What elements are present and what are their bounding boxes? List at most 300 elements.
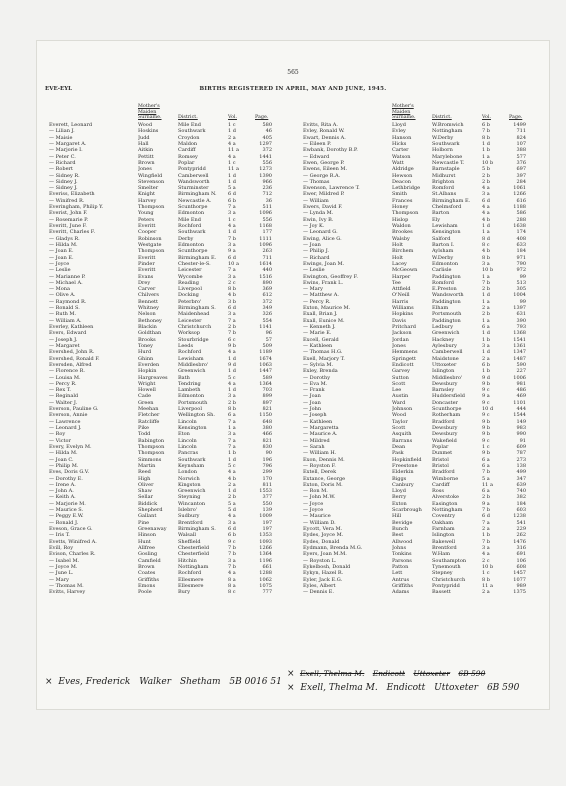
entry-maiden-surname: Freestone bbox=[392, 462, 418, 469]
entry-district: Dewsbury bbox=[432, 380, 458, 387]
entry-maiden-surname: Pritchard bbox=[392, 324, 416, 330]
entry-district: Barnstaple bbox=[432, 166, 460, 173]
entry-maiden-surname: Griffiths bbox=[138, 576, 159, 583]
entry-district: Scunthorpe bbox=[178, 248, 208, 255]
entry-page: 46 bbox=[265, 128, 272, 135]
entry-name: — Mona bbox=[49, 286, 70, 293]
entry-volume: 9 a bbox=[482, 500, 490, 507]
entry-volume: 2 a bbox=[482, 355, 490, 362]
entry-district: Brentford bbox=[432, 544, 457, 551]
entry-page: 273 bbox=[516, 456, 526, 463]
entry-page: 349 bbox=[262, 305, 272, 312]
entry-district: Barnsley bbox=[432, 387, 455, 394]
handwritten-addition-right bbox=[287, 683, 525, 693]
entry-district: Wimborne bbox=[432, 475, 459, 482]
entry-maiden-surname: Scott bbox=[392, 425, 406, 431]
entry-district: Aylsham bbox=[432, 248, 454, 255]
entry-name: — Irene A. bbox=[49, 481, 76, 488]
entry-page: 1297 bbox=[259, 140, 272, 147]
entry-page: 511 bbox=[262, 204, 272, 211]
entry-page: 990 bbox=[516, 431, 526, 438]
entry-volume: 2 a bbox=[228, 481, 236, 488]
entry-volume: 2 b bbox=[228, 494, 236, 501]
entry-volume: 9 d bbox=[228, 361, 236, 368]
entry-volume: 8 d bbox=[482, 235, 490, 242]
entry-district: Wincanton bbox=[178, 500, 206, 507]
entry-maiden-surname: Smelter bbox=[138, 185, 159, 192]
entry-page: 1075 bbox=[259, 582, 272, 589]
entry-maiden-surname: Stevenson bbox=[138, 178, 165, 185]
entry-district: Peterbro' bbox=[178, 298, 202, 305]
entry-page: 1487 bbox=[513, 355, 526, 362]
header-district: District. bbox=[432, 114, 452, 120]
entry-page: 703 bbox=[262, 387, 272, 394]
entry-name: — Royston L. bbox=[303, 557, 337, 564]
entry-page: 899 bbox=[262, 393, 272, 400]
entry-district: Holborn bbox=[432, 147, 453, 154]
entry-district: Docking bbox=[178, 292, 199, 299]
entry-volume: 7 b bbox=[228, 563, 236, 570]
entry-volume: 4 a bbox=[482, 210, 490, 217]
entry-district: Liverpool bbox=[178, 406, 202, 413]
entry-page: 369 bbox=[262, 286, 272, 293]
entry-page: 138 bbox=[516, 462, 526, 469]
entry-page: 1189 bbox=[259, 349, 272, 356]
entry-maiden-surname: Jones bbox=[138, 166, 152, 173]
entry-name: — Raymond R. bbox=[49, 298, 87, 305]
entry-name: Extell, Derek bbox=[303, 469, 337, 476]
entry-district: Walsall bbox=[178, 532, 197, 539]
entry-page: 1101 bbox=[513, 399, 526, 406]
entry-maiden-surname: Griffiths bbox=[392, 582, 413, 589]
entry-page: 284 bbox=[516, 178, 526, 185]
entry-maiden-surname: Pettitt bbox=[138, 153, 154, 160]
entry-maiden-surname: Tonkins bbox=[392, 551, 412, 558]
entry-volume: 7 b bbox=[482, 507, 490, 514]
entry-maiden-surname: Goldthan bbox=[138, 330, 162, 337]
entry-name: — Sidney J. bbox=[49, 185, 78, 192]
entry-page: 796 bbox=[262, 462, 272, 469]
entry-district: Eton bbox=[178, 431, 190, 438]
entry-page: 227 bbox=[516, 368, 526, 375]
entry-name: — Margaret A. bbox=[49, 140, 87, 147]
entry-name: Eydes, Joyce M. bbox=[303, 532, 344, 539]
entry-volume: 7 b bbox=[228, 330, 236, 337]
entry-volume: 2 b bbox=[482, 311, 490, 318]
entry-page: 631 bbox=[516, 311, 526, 318]
entry-page: 1541 bbox=[513, 336, 526, 343]
entry-page: 1238 bbox=[513, 513, 526, 520]
entry-volume: 9 b bbox=[482, 425, 490, 431]
entry-page: 174 bbox=[516, 229, 526, 236]
entry-district: Ely bbox=[432, 216, 441, 223]
entry-name: — Hilda M. bbox=[49, 241, 78, 248]
entry-volume: 7 b bbox=[228, 551, 236, 558]
entry-district: Maidenhead bbox=[178, 311, 210, 318]
entry-name: Ewart, Dennis A. bbox=[303, 134, 346, 141]
hand-ref: 5B 0016 51 bbox=[229, 677, 282, 687]
entry-page: 1441 bbox=[259, 153, 272, 160]
entry-district: Dewsbury bbox=[432, 425, 458, 431]
entry-maiden-surname: Lee bbox=[392, 387, 402, 394]
entry-page: 633 bbox=[516, 241, 526, 248]
header-district: District. bbox=[178, 114, 198, 120]
entry-name: — Joan bbox=[303, 241, 321, 248]
entry-volume: 8 b bbox=[482, 576, 490, 583]
entry-district: Lincoln bbox=[178, 443, 197, 450]
entry-name: — John M.W. bbox=[303, 494, 336, 501]
entry-volume: 1 a bbox=[482, 273, 490, 280]
entry-name: Evitts, Harvey bbox=[49, 589, 86, 596]
entry-volume: 3 a bbox=[482, 260, 490, 267]
entry-maiden-surname: Robinson bbox=[138, 235, 162, 242]
header-page: Page. bbox=[509, 114, 523, 120]
entry-volume: 5 c bbox=[228, 374, 236, 381]
entry-district: Portsmouth bbox=[178, 399, 208, 406]
entry-page: 1614 bbox=[259, 260, 272, 267]
entry-volume: 9 b bbox=[482, 450, 490, 457]
entry-district: Romsey bbox=[178, 153, 198, 160]
entry-page: 372 bbox=[262, 298, 272, 305]
entry-volume: 8 b bbox=[482, 254, 490, 261]
entry-district: Cardiff bbox=[178, 147, 196, 154]
entry-volume: 6 b bbox=[228, 197, 236, 204]
entry-page: 787 bbox=[516, 450, 526, 457]
entry-page: 513 bbox=[516, 279, 526, 286]
entry-page: 1364 bbox=[259, 380, 272, 387]
entry-district: Lewisham bbox=[178, 355, 204, 362]
handwritten-struck-entry bbox=[287, 669, 491, 679]
entry-page: 697 bbox=[516, 166, 526, 173]
entry-page: 405 bbox=[262, 134, 272, 141]
entry-volume: 7 a bbox=[482, 519, 490, 526]
entry-maiden-surname: Green bbox=[138, 399, 154, 406]
entry-volume: 5 d bbox=[228, 507, 236, 514]
entry-name: — Joan bbox=[303, 393, 321, 400]
entry-maiden-surname: Bennett bbox=[138, 298, 159, 305]
entry-district: Oakham bbox=[432, 519, 454, 526]
entry-volume: 3 a bbox=[228, 557, 236, 564]
entry-name: — Leslie bbox=[303, 267, 325, 274]
entry-district: Edmonton bbox=[178, 210, 205, 217]
entry-volume: 1 d bbox=[228, 128, 236, 135]
entry-district: Pancras bbox=[178, 450, 199, 457]
entry-district: Birmingham E. bbox=[432, 197, 471, 204]
entry-volume: 6 a bbox=[482, 488, 490, 495]
entry-page: 1368 bbox=[513, 330, 526, 337]
entry-district: W.Ham bbox=[432, 551, 450, 558]
entry-page: 1096 bbox=[259, 241, 272, 248]
entry-district: Steyning bbox=[178, 494, 201, 501]
entry-district: Marylebone bbox=[432, 153, 463, 160]
entry-page: 99 bbox=[519, 298, 526, 305]
entry-district: Poplar bbox=[432, 443, 449, 450]
entry-district: Birmingham S. bbox=[178, 526, 216, 532]
entry-volume: 6 d bbox=[228, 254, 236, 261]
entry-volume: 3 a bbox=[228, 519, 236, 526]
entry-maiden-surname: Bunch bbox=[392, 526, 409, 532]
entry-page: 36 bbox=[265, 197, 272, 204]
entry-volume: 3 a bbox=[482, 191, 490, 198]
entry-district: Christchurch bbox=[432, 576, 466, 583]
entry-volume: 5 b bbox=[482, 166, 490, 173]
entry-district: Islebro' bbox=[178, 507, 198, 514]
entry-district: Camberwell bbox=[178, 172, 209, 179]
entry-name: Everiss, Elizabeth bbox=[49, 191, 95, 198]
entry-name: — Maurice A. bbox=[303, 431, 338, 438]
entry-page: 388 bbox=[516, 147, 526, 154]
entry-volume: 1 d bbox=[482, 349, 490, 356]
entry-name: Extance, George bbox=[303, 475, 346, 482]
entry-maiden-surname: Berry bbox=[392, 494, 407, 501]
entry-maiden-surname: Camfield bbox=[138, 557, 161, 564]
entry-volume: 3 a bbox=[228, 393, 236, 400]
entry-name: — Michael A. bbox=[49, 279, 83, 286]
entry-district: Ross bbox=[432, 488, 444, 495]
entry-volume: 7 a bbox=[228, 204, 236, 211]
entry-name: — Joan bbox=[303, 399, 321, 406]
entry-volume: 1 a bbox=[228, 425, 236, 431]
entry-volume: 1 d bbox=[482, 292, 490, 299]
entry-page: 1061 bbox=[513, 185, 526, 192]
entry-page: 197 bbox=[262, 526, 272, 532]
entry-name: Exton, Doris M. bbox=[303, 481, 343, 488]
entry-page: 556 bbox=[262, 216, 272, 223]
entry-page: 90 bbox=[265, 450, 272, 457]
entry-name: — Kathleen bbox=[303, 418, 333, 425]
entry-page: 1006 bbox=[513, 374, 526, 381]
entry-page: 263 bbox=[262, 248, 272, 255]
entry-maiden-surname: Carter bbox=[392, 147, 409, 154]
entry-name: Everson, Annie bbox=[49, 412, 88, 419]
entry-district: Christchurch bbox=[178, 324, 212, 330]
entry-name: — Matthew A. bbox=[303, 292, 339, 299]
entry-maiden-surname: Barrans bbox=[392, 437, 413, 444]
entry-maiden-surname: Canbury bbox=[392, 481, 414, 488]
entry-name: — Peter C. bbox=[49, 153, 76, 160]
entry-name: — Thomas bbox=[303, 178, 330, 185]
entry-maiden-surname: Hargreaves bbox=[138, 374, 168, 381]
entry-maiden-surname: Holt bbox=[392, 254, 403, 261]
entry-maiden-surname: Allwood bbox=[392, 538, 413, 545]
entry-district: Brentford bbox=[178, 519, 203, 526]
entry-page: 382 bbox=[516, 494, 526, 501]
entry-district: Wakefield bbox=[432, 437, 457, 444]
entry-district: Edmonton bbox=[432, 260, 459, 267]
entry-volume: 7 b bbox=[482, 279, 490, 286]
entry-district: Edmonton bbox=[178, 393, 205, 400]
entry-district: Paddington bbox=[432, 317, 461, 324]
entry-page: 691 bbox=[516, 551, 526, 558]
entry-volume: 2 b bbox=[228, 399, 236, 406]
entry-district: Aylesbury bbox=[432, 342, 457, 349]
entry-district: W.Derby bbox=[432, 134, 454, 141]
entry-name: — William D. bbox=[303, 519, 336, 526]
entry-district: Bristol bbox=[432, 462, 449, 469]
entry-volume: 7 a bbox=[228, 418, 236, 425]
entry-district: Pontypridd bbox=[432, 582, 460, 589]
entry-volume: 1 d bbox=[228, 355, 236, 362]
entry-maiden-surname: Ward bbox=[392, 399, 406, 406]
entry-name: — Peggy E.W. bbox=[49, 513, 84, 520]
entry-maiden-surname: Allfree bbox=[138, 544, 155, 551]
column-header bbox=[45, 98, 289, 122]
column-header bbox=[299, 98, 543, 122]
entry-name: — Hilda M. bbox=[49, 450, 78, 457]
entry-volume: 11 a bbox=[482, 582, 493, 589]
entry-maiden-surname: Asquith bbox=[392, 431, 412, 438]
entry-maiden-surname: Howell bbox=[138, 387, 156, 394]
entry-page: 1361 bbox=[513, 342, 526, 349]
entry-page: 1347 bbox=[513, 349, 526, 356]
entry-page: 1273 bbox=[259, 166, 272, 173]
entry-district: Leicester bbox=[178, 267, 202, 274]
entry-page: 603 bbox=[516, 507, 526, 514]
entry-volume: 4 b bbox=[482, 248, 490, 255]
entry-page: 608 bbox=[516, 563, 526, 570]
entry-maiden-surname: Brown bbox=[138, 159, 155, 166]
entry-district: Carlisle bbox=[432, 267, 452, 274]
entry-maiden-surname: Pinder bbox=[138, 260, 155, 267]
entry-volume: 5 c bbox=[228, 462, 236, 469]
entry-volume: 6 a bbox=[482, 462, 490, 469]
entry-maiden-surname: Lloyd bbox=[392, 488, 406, 495]
entry-maiden-surname: Tee bbox=[392, 279, 401, 286]
entry-page: 1188 bbox=[513, 204, 526, 211]
entry-volume: 3 a bbox=[228, 431, 236, 438]
struck-maiden: Endicott bbox=[372, 669, 405, 678]
entry-volume: 1 b bbox=[482, 147, 490, 154]
entry-page: 408 bbox=[516, 235, 526, 242]
entry-name: — Leonard J. bbox=[49, 425, 82, 431]
entry-maiden-surname: Harper bbox=[392, 273, 411, 280]
entry-page: 106 bbox=[516, 557, 526, 564]
entry-maiden-surname: Frances bbox=[392, 197, 413, 204]
entry-page: 139 bbox=[262, 507, 272, 514]
entry-name: — Roy bbox=[49, 431, 66, 438]
entry-page: 1266 bbox=[259, 544, 272, 551]
entry-district: Camberwell bbox=[432, 349, 463, 356]
entry-page: 57 bbox=[265, 336, 272, 343]
entry-maiden-surname: Jones bbox=[392, 342, 406, 349]
entry-name: — John A. bbox=[49, 488, 74, 495]
entry-district: Portsmouth bbox=[432, 311, 462, 318]
entry-name: Every, Evelyn M. bbox=[49, 443, 92, 450]
entry-page: 966 bbox=[262, 178, 272, 185]
entry-name: — Olive A. bbox=[49, 292, 76, 299]
entry-district: W.Derby bbox=[432, 254, 454, 261]
entry-district: Easington bbox=[432, 500, 458, 507]
entry-district: Greenwich bbox=[178, 368, 206, 375]
entry-volume: 8 b bbox=[482, 134, 490, 141]
entry-name: — John bbox=[303, 406, 322, 413]
entry-volume: 5 a bbox=[228, 500, 236, 507]
entry-maiden-surname: Birchem bbox=[392, 248, 414, 255]
entry-district: Stepney bbox=[432, 570, 453, 577]
entry-name: — Joan E. bbox=[49, 248, 74, 255]
entry-name: — Ruth M. bbox=[49, 311, 77, 318]
entry-district: Edmonton bbox=[178, 241, 205, 248]
entry-district: Rochford bbox=[178, 223, 202, 229]
entry-volume: 9 c bbox=[482, 399, 490, 406]
entry-district: Derby bbox=[178, 235, 194, 242]
entry-name: Ewen, George P. bbox=[303, 159, 345, 166]
entry-maiden-surname: Scott bbox=[392, 380, 406, 387]
entry-page: 790 bbox=[516, 260, 526, 267]
entry-page: 589 bbox=[262, 374, 272, 381]
entry-page: 1457 bbox=[513, 570, 526, 577]
entry-name: — Robert bbox=[49, 166, 73, 173]
entry-name: Everley, Kathleen bbox=[49, 324, 94, 330]
entry-maiden-surname: Hill bbox=[392, 513, 402, 520]
entry-page: 821 bbox=[262, 437, 272, 444]
struck-district: Uttoxeter bbox=[413, 669, 450, 678]
entry-district: Doncaster bbox=[432, 399, 458, 406]
entry-maiden-surname: Everitt bbox=[138, 254, 156, 261]
entry-maiden-surname: O'Neill bbox=[392, 292, 410, 299]
entry-maiden-surname: Cooper bbox=[138, 229, 157, 236]
entry-district: Rotherham bbox=[432, 412, 461, 419]
entry-page: 983 bbox=[516, 425, 526, 431]
entry-maiden-surname: Ratcliffe bbox=[138, 418, 160, 425]
header-vol: Vol. bbox=[228, 114, 237, 120]
entry-name: Ewings, Joan M. bbox=[303, 260, 345, 267]
entry-name: Exon, Dennis M. bbox=[303, 456, 345, 463]
entry-name: — Victor bbox=[49, 437, 71, 444]
entry-name: Everitt, June F. bbox=[49, 223, 87, 229]
entry-volume: 1 a bbox=[482, 153, 490, 160]
entry-volume: 1 c bbox=[228, 122, 236, 128]
entry-volume: 3 a bbox=[482, 342, 490, 349]
entry-maiden-surname: Reed bbox=[138, 469, 151, 476]
entry-district: Bury bbox=[178, 589, 191, 596]
entry-page: 184 bbox=[516, 500, 526, 507]
entry-name: — Thomas M. bbox=[49, 582, 84, 589]
entry-volume: 2 c bbox=[228, 279, 236, 286]
header-maiden-surname: Mother's Maiden Surname. bbox=[138, 104, 162, 120]
entry-page: 590 bbox=[516, 361, 526, 368]
entry-volume: 8 c bbox=[482, 241, 490, 248]
entry-name: Ewenson, Lawrence T. bbox=[303, 185, 360, 192]
entry-maiden-surname: Knight bbox=[138, 191, 155, 198]
entry-name: — Richard bbox=[49, 159, 76, 166]
entry-page: 509 bbox=[262, 342, 272, 349]
entry-district: Birmingham N. bbox=[178, 191, 217, 198]
entry-maiden-surname: Lloyd bbox=[392, 122, 406, 128]
entry-district: Scunthorpe bbox=[432, 406, 462, 413]
entry-district: Bradford bbox=[432, 418, 455, 425]
entry-district: Romford bbox=[432, 279, 454, 286]
entry-volume: 1 d bbox=[228, 229, 236, 236]
entry-district: Birmingham S. bbox=[178, 305, 216, 312]
entry-name: — Ronald S. bbox=[49, 305, 80, 312]
page-title: BIRTHS REGISTERED IN APRIL, MAY AND JUNE, 1945. bbox=[199, 86, 387, 92]
entry-page: 1390 bbox=[259, 172, 272, 179]
entry-page: 299 bbox=[262, 469, 272, 476]
entry-district: Croydon bbox=[178, 134, 200, 141]
entry-maiden-surname: Blackin bbox=[138, 324, 157, 330]
entry-district: Ellesmere bbox=[178, 582, 204, 589]
entry-volume: 3 a bbox=[482, 544, 490, 551]
entry-name: Eveson, Grace G. bbox=[49, 526, 93, 532]
cross-mark: × bbox=[287, 683, 295, 693]
entry-name: Eversden, Alfred bbox=[49, 361, 92, 368]
entry-volume: 3 a bbox=[228, 241, 236, 248]
entry-page: 821 bbox=[262, 406, 272, 413]
entry-volume: 7 a bbox=[228, 443, 236, 450]
entry-volume: 2 a bbox=[482, 589, 490, 596]
entry-page: 326 bbox=[262, 311, 272, 318]
